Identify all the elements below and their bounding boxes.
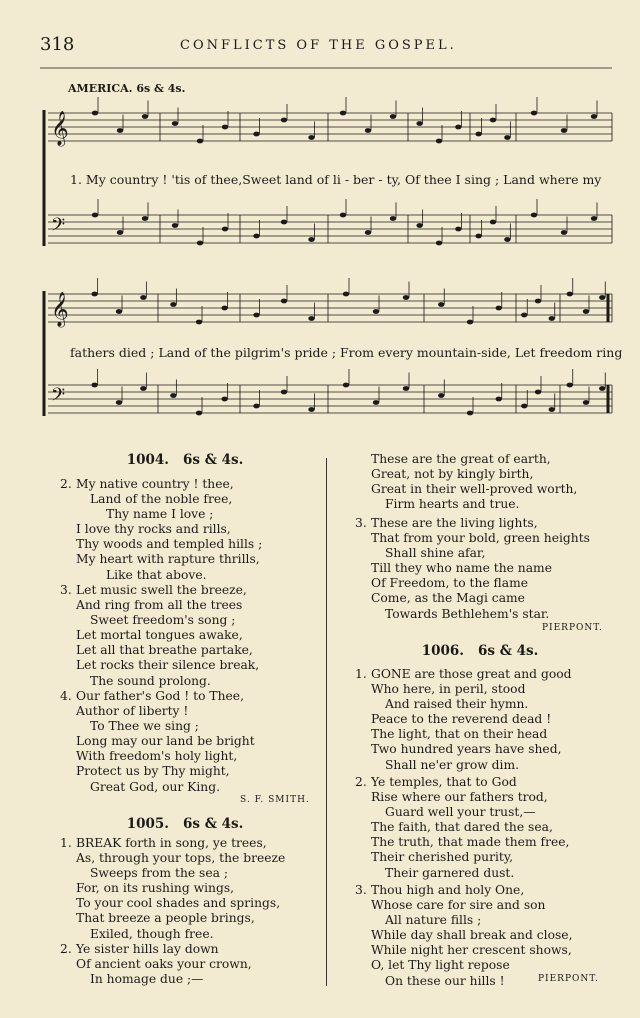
staff-bass-1-note	[504, 237, 510, 242]
stanza-line: Thou high and holy One,	[371, 883, 525, 897]
stanza-number: 1.	[355, 667, 367, 681]
lyrics-line-1: 1. My country ! 'tis of thee,Sweet land of li - ber - ty, Of thee I sing ; Land where my	[70, 172, 602, 187]
staff-treble-1-note	[390, 114, 396, 119]
stanza-line: Two hundred years have shed,	[371, 742, 562, 757]
stanza-line: On these our hills !	[385, 973, 505, 988]
stanza-line: Whose care for sire and son	[371, 898, 546, 913]
stanza-number: 3.	[355, 883, 367, 897]
staff-treble-2-note	[496, 306, 502, 311]
stanza-line: Rise where our fathers trod,	[371, 790, 548, 805]
stanza-line: To Thee we sing ;	[90, 719, 199, 734]
staff-bass-1-note	[142, 216, 148, 221]
stanza-line: Exiled, though free.	[90, 926, 214, 941]
running-head: CONFLICTS OF THE GOSPEL.	[180, 38, 457, 53]
staff-bass-2-clef: 𝄢	[51, 385, 66, 410]
staff-bass-1-note	[436, 241, 442, 246]
lyrics-line-2: fathers died ; Land of the pilgrim's pride ; From every mountain-side, Let freedom ring	[70, 345, 623, 360]
staff-bass-2-note	[496, 397, 502, 402]
stanza-line: Their garnered dust.	[385, 865, 515, 880]
hymn-1004-stanza-2	[60, 477, 263, 583]
hymn-1004-stanza-3	[60, 583, 260, 689]
stanza-line: Firm hearts and true.	[385, 497, 520, 512]
stanza-line: Shall ne'er grow dim.	[385, 757, 520, 772]
staff-treble-2-note	[308, 316, 314, 321]
stanza-line: Protect us by Thy might,	[76, 764, 230, 779]
stanza-line: Till they who name the name	[371, 561, 552, 576]
stanza-line: Sweeps from the sea ;	[90, 866, 229, 881]
stanza-line: Author of liberty !	[76, 704, 189, 719]
hymn-1004-stanza-4	[60, 689, 255, 795]
hymn-1005-stanza-3	[355, 516, 590, 622]
stanza-line: Towards Bethlehem's star.	[385, 606, 550, 621]
staff-treble-1-note	[531, 111, 537, 116]
staff-bass-2-note	[403, 386, 409, 391]
stanza-line: Let rocks their silence break,	[76, 658, 260, 673]
stanza-line: Who here, in peril, stood	[371, 682, 526, 697]
staff-bass-1-note	[92, 213, 98, 218]
stanza-number: 2.	[355, 775, 367, 789]
staff-bass-1-note	[591, 216, 597, 221]
staff-bass-2-note	[467, 411, 473, 416]
stanza-line: These are the living lights,	[371, 516, 538, 530]
staff-bass-1-note	[490, 220, 496, 225]
staff-treble-1-clef: 𝄞	[51, 111, 69, 146]
hymn-meter: 6s & 4s.	[183, 816, 244, 832]
staff-bass-1-note	[390, 216, 396, 221]
hymn-1005-author: PIERPONT.	[542, 623, 603, 633]
stanza-line: While day shall break and close,	[371, 928, 573, 943]
staff-treble-1-note	[490, 118, 496, 123]
stanza-line: Like that above.	[106, 567, 207, 582]
staff-bass-1-note	[416, 223, 422, 228]
stanza-line: Our father's God ! to Thee,	[76, 689, 244, 703]
stanza-line: These are the great of earth,	[371, 452, 551, 466]
staff-treble-2-note	[521, 313, 527, 318]
staff-treble-2-note	[343, 292, 349, 297]
staff-bass-1-note	[308, 237, 314, 242]
staff-treble-2-note	[253, 313, 259, 318]
stanza-line: The sound prolong.	[90, 673, 211, 688]
hymn-1005-stanza-2	[60, 942, 252, 987]
stanza-line: Of ancient oaks your crown,	[76, 957, 252, 972]
stanza-line: My native country ! thee,	[76, 477, 234, 491]
staff-bass-2-note	[549, 407, 555, 412]
stanza-line: While night her crescent shows,	[371, 943, 572, 958]
stanza-line: Let mortal tongues awake,	[76, 628, 243, 643]
hymn-1006-author: PIERPONT.	[538, 974, 599, 984]
staff-bass-1-note	[340, 213, 346, 218]
hymn-1006-stanza-1	[355, 667, 572, 773]
staff-bass-2-note	[567, 383, 573, 388]
stanza-line: Great in their well-proved worth,	[371, 482, 578, 497]
staff-treble-1-note	[591, 114, 597, 119]
stanza-number: 2.	[60, 942, 72, 956]
staff-treble-2-note	[535, 299, 541, 304]
staff-treble-2-note	[599, 295, 605, 300]
stanza-line: I love thy rocks and rills,	[76, 522, 231, 537]
staff-treble-1-note	[561, 128, 567, 133]
stanza-line: For, on its rushing wings,	[76, 881, 235, 896]
staff-bass-2-note	[535, 390, 541, 395]
staff-bass-2-note	[343, 383, 349, 388]
staff-treble-2-note	[91, 292, 97, 297]
stanza-line: Let all that breathe partake,	[76, 643, 253, 658]
stanza-line: Ye sister hills lay down	[76, 942, 219, 956]
hymn-meter: 6s & 4s.	[183, 452, 244, 468]
music-score	[0, 0, 640, 440]
stanza-line: Great God, our King.	[90, 779, 221, 794]
staff-bass-2-note	[91, 383, 97, 388]
staff-treble-1-note	[416, 121, 422, 126]
staff-treble-1-note	[308, 135, 314, 140]
stanza-line: Sweet freedom's song ;	[90, 613, 236, 628]
staff-treble-1-note	[365, 128, 371, 133]
staff-treble-2-note	[438, 302, 444, 307]
stanza-line: As, through your tops, the breeze	[76, 851, 286, 866]
hymn-1005-stanza-2-continued	[371, 452, 577, 512]
stanza-line: Shall shine afar,	[385, 546, 486, 561]
stanza-line: Ye temples, that to God	[371, 775, 517, 789]
page-number: 318	[40, 34, 75, 55]
stanza-line: In homage due ;—	[90, 972, 204, 987]
staff-treble-2-note	[567, 292, 573, 297]
column-divider	[326, 458, 327, 986]
stanza-line: Of Freedom, to the flame	[371, 576, 529, 591]
staff-treble-1-note	[455, 125, 461, 130]
stanza-line: GONE are those great and good	[371, 667, 572, 681]
hymn-1006-title	[405, 643, 555, 659]
staff-bass-2-note	[221, 397, 227, 402]
stanza-line: That from your bold, green heights	[371, 531, 590, 546]
stanza-line: Land of the noble free,	[90, 492, 233, 507]
staff-treble-1-note	[142, 114, 148, 119]
hymn-number: 1006.	[421, 643, 464, 659]
hymn-number: 1004.	[126, 452, 169, 468]
stanza-line: And ring from all the trees	[76, 598, 243, 613]
staff-bass-1-note	[365, 230, 371, 235]
stanza-line: My heart with rapture thrills,	[76, 552, 260, 567]
staff-treble-1-note	[504, 135, 510, 140]
staff-bass-2-note	[583, 400, 589, 405]
stanza-line: Let music swell the breeze,	[76, 583, 247, 597]
staff-treble-2-note	[467, 320, 473, 325]
staff-bass-2-note	[116, 400, 122, 405]
staff-bass-2-note	[253, 404, 259, 409]
staff-treble-1-note	[197, 139, 203, 144]
stanza-number: 3.	[355, 516, 367, 530]
stanza-line: Guard well your trust,—	[385, 805, 536, 820]
stanza-number: 1.	[60, 836, 72, 850]
staff-treble-2-note	[221, 306, 227, 311]
staff-bass-1-note	[531, 213, 537, 218]
staff-treble-2-note	[140, 295, 146, 300]
stanza-line: Thy woods and templed hills ;	[76, 537, 263, 552]
stanza-line: O, let Thy light repose	[371, 958, 510, 973]
stanza-line: The faith, that dared the sea,	[371, 820, 553, 835]
staff-bass-1-note	[281, 220, 287, 225]
staff-treble-1-note	[281, 118, 287, 123]
stanza-line: To your cool shades and springs,	[76, 896, 281, 911]
stanza-line: BREAK forth in song, ye trees,	[76, 836, 267, 850]
hymn-1006-stanza-3	[355, 883, 573, 989]
staff-treble-1-note	[475, 132, 481, 137]
stanza-line: Their cherished purity,	[371, 850, 514, 865]
stanza-line: All nature fills ;	[385, 913, 482, 928]
staff-treble-1-note	[172, 121, 178, 126]
staff-bass-1-note	[222, 227, 228, 232]
staff-bass-1-note	[475, 234, 481, 239]
hymn-meter: 6s & 4s.	[478, 643, 539, 659]
stanza-number: 4.	[60, 689, 72, 703]
staff-bass-1-note	[197, 241, 203, 246]
staff-bass-1-note	[561, 230, 567, 235]
staff-treble-2-note	[281, 299, 287, 304]
hymn-1005-title	[110, 816, 260, 832]
staff-bass-2-note	[599, 386, 605, 391]
stanza-line: The truth, that made them free,	[371, 835, 570, 850]
stanza-number: 2.	[60, 477, 72, 491]
hymn-1004-title	[110, 452, 260, 468]
staff-treble-2-clef: 𝄞	[51, 292, 69, 327]
hymn-number: 1005.	[126, 816, 169, 832]
staff-bass-2-note	[170, 393, 176, 398]
staff-treble-1-note	[92, 111, 98, 116]
staff-bass-1-note	[455, 227, 461, 232]
staff-bass-2-note	[140, 386, 146, 391]
hymn-1005-stanza-1	[60, 836, 286, 942]
staff-treble-2-note	[196, 320, 202, 325]
stanza-line: The light, that on their head	[371, 727, 548, 742]
staff-bass-1-clef: 𝄢	[51, 215, 66, 240]
staff-bass-2-note	[373, 400, 379, 405]
stanza-number: 3.	[60, 583, 72, 597]
staff-treble-1-note	[340, 111, 346, 116]
tune-name: AMERICA. 6s & 4s.	[68, 82, 186, 95]
staff-bass-1-note	[253, 234, 259, 239]
stanza-line: Come, as the Magi came	[371, 591, 525, 606]
hymn-1006-stanza-2	[355, 775, 570, 881]
staff-treble-2-note	[170, 302, 176, 307]
stanza-line: Great, not by kingly birth,	[371, 467, 534, 482]
stanza-line: Long may our land be bright	[76, 734, 255, 749]
stanza-line: With freedom's holy light,	[76, 749, 238, 764]
staff-bass-2-note	[196, 411, 202, 416]
staff-treble-1-note	[117, 128, 123, 133]
staff-bass-2-note	[308, 407, 314, 412]
staff-treble-2-note	[373, 309, 379, 314]
staff-bass-2-note	[281, 390, 287, 395]
staff-treble-2-note	[549, 316, 555, 321]
stanza-line: Peace to the reverend dead !	[371, 712, 552, 727]
staff-treble-2-note	[116, 309, 122, 314]
staff-bass-2-note	[438, 393, 444, 398]
staff-bass-1-note	[117, 230, 123, 235]
staff-treble-2-note	[403, 295, 409, 300]
stanza-line: That breeze a people brings,	[76, 911, 255, 926]
staff-treble-1-note	[436, 139, 442, 144]
staff-bass-1-note	[172, 223, 178, 228]
stanza-line: And raised their hymn.	[385, 697, 529, 712]
staff-bass-2-note	[521, 404, 527, 409]
staff-treble-1-note	[222, 125, 228, 130]
stanza-line: Thy name I love ;	[106, 507, 214, 522]
staff-treble-2-note	[583, 309, 589, 314]
hymn-1004-author: S. F. SMITH.	[240, 795, 310, 805]
staff-treble-1-note	[253, 132, 259, 137]
